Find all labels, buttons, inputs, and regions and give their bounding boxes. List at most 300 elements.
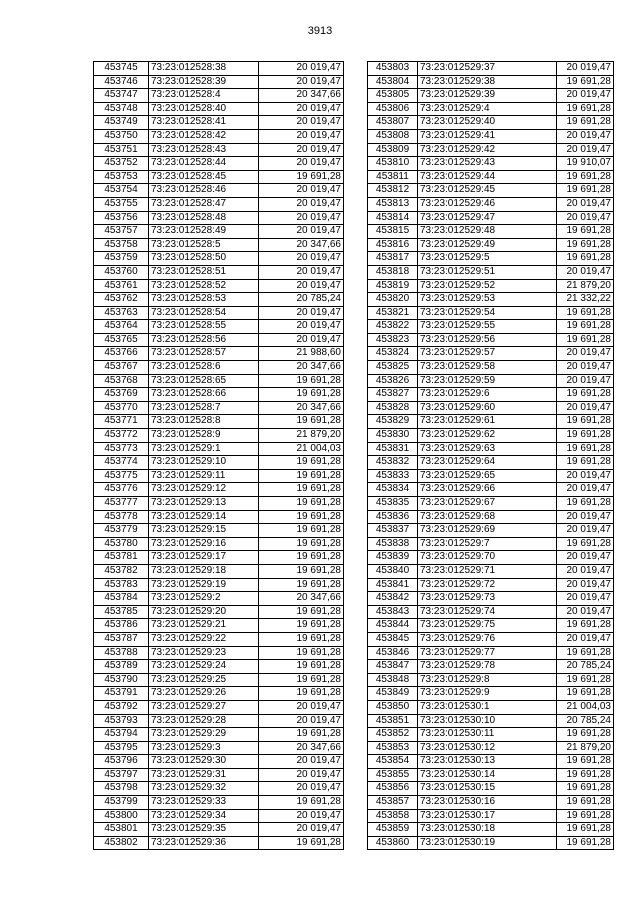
cadastral-number-cell: 73:23:012528:66 [149,388,259,402]
cadastral-number-cell: 73:23:012529:10 [149,456,259,470]
cadastral-number-cell: 73:23:012529:53 [418,293,557,307]
table-row [368,469,614,483]
table-row [94,197,344,211]
table-row [94,660,344,674]
record-id-cell: 453843 [368,605,418,619]
table-row [94,469,344,483]
record-id-cell: 453752 [94,157,149,171]
record-id-cell: 453805 [368,89,418,103]
table-row [368,524,614,538]
cadastral-number-cell: 73:23:012529:5 [418,252,557,266]
value-cell: 19 691,28 [557,687,614,701]
cadastral-number-cell: 73:23:012529:48 [418,225,557,239]
table-row [94,347,344,361]
record-id-cell: 453747 [94,89,149,103]
cadastral-number-cell: 73:23:012528:41 [149,116,259,130]
value-cell: 19 691,28 [557,836,614,850]
table-row [94,415,344,429]
record-id-cell: 453776 [94,483,149,497]
record-id-cell: 453833 [368,469,418,483]
value-cell: 20 347,66 [259,401,344,415]
table-row [368,429,614,443]
value-cell: 19 691,28 [259,537,344,551]
cadastral-number-cell: 73:23:012528:42 [149,129,259,143]
value-cell: 20 019,47 [259,279,344,293]
table-row [94,673,344,687]
value-cell: 20 019,47 [259,75,344,89]
value-cell: 19 691,28 [557,252,614,266]
value-cell: 20 019,47 [259,184,344,198]
record-id-cell: 453746 [94,75,149,89]
table-row [94,374,344,388]
table-row [368,497,614,511]
record-id-cell: 453763 [94,306,149,320]
record-id-cell: 453826 [368,374,418,388]
table-row [368,510,614,524]
value-cell: 20 019,47 [259,755,344,769]
record-id-cell: 453823 [368,333,418,347]
record-id-cell: 453842 [368,592,418,606]
record-id-cell: 453792 [94,700,149,714]
cadastral-number-cell: 73:23:012528:47 [149,197,259,211]
table-row [368,836,614,850]
cadastral-number-cell: 73:23:012529:73 [418,592,557,606]
cadastral-number-cell: 73:23:012528:7 [149,401,259,415]
table-body-right [368,62,614,850]
table-row [368,293,614,307]
value-cell: 19 691,28 [259,374,344,388]
value-cell: 20 019,47 [259,306,344,320]
table-row [368,483,614,497]
table-row [368,442,614,456]
record-id-cell: 453800 [94,809,149,823]
table-row [94,75,344,89]
table-row [368,279,614,293]
record-id-cell: 453859 [368,823,418,837]
value-cell: 20 019,47 [259,211,344,225]
cadastral-number-cell: 73:23:012529:32 [149,782,259,796]
record-id-cell: 453766 [94,347,149,361]
table-row [368,197,614,211]
value-cell: 20 019,47 [557,632,614,646]
record-id-cell: 453817 [368,252,418,266]
value-cell: 19 691,28 [557,306,614,320]
cadastral-number-cell: 73:23:012529:22 [149,632,259,646]
cadastral-number-cell: 73:23:012529:71 [418,564,557,578]
cadastral-number-cell: 73:23:012529:64 [418,456,557,470]
cadastral-number-cell: 73:23:012528:54 [149,306,259,320]
value-cell: 19 691,28 [557,442,614,456]
value-cell: 19 691,28 [259,619,344,633]
cadastral-number-cell: 73:23:012528:39 [149,75,259,89]
cadastral-number-cell: 73:23:012530:1 [418,700,557,714]
table-row [368,619,614,633]
cadastral-number-cell: 73:23:012529:54 [418,306,557,320]
value-cell: 20 019,47 [557,510,614,524]
value-cell: 19 691,28 [557,170,614,184]
table-row [94,62,344,76]
table-row [94,361,344,375]
cadastral-number-cell: 73:23:012529:36 [149,836,259,850]
value-cell: 19 691,28 [557,116,614,130]
table-row [368,796,614,810]
value-cell: 20 019,47 [557,265,614,279]
value-cell: 20 019,47 [557,524,614,538]
value-cell: 21 879,20 [557,741,614,755]
cadastral-number-cell: 73:23:012528:65 [149,374,259,388]
record-id-cell: 453768 [94,374,149,388]
record-id-cell: 453775 [94,469,149,483]
value-cell: 20 019,47 [557,401,614,415]
value-cell: 19 691,28 [557,809,614,823]
cadastral-number-cell: 73:23:012529:26 [149,687,259,701]
cadastral-number-cell: 73:23:012529:46 [418,197,557,211]
value-cell: 19 691,28 [259,170,344,184]
table-row [94,483,344,497]
table-row [368,361,614,375]
table-row [368,782,614,796]
cadastral-number-cell: 73:23:012529:3 [149,741,259,755]
value-cell: 20 347,66 [259,89,344,103]
value-cell: 20 347,66 [259,238,344,252]
value-cell: 20 347,66 [259,361,344,375]
value-cell: 19 691,28 [557,673,614,687]
value-cell: 20 019,47 [259,197,344,211]
value-cell: 20 019,47 [557,197,614,211]
cadastral-number-cell: 73:23:012530:14 [418,768,557,782]
value-cell: 19 691,28 [557,796,614,810]
value-cell: 20 019,47 [557,564,614,578]
record-id-cell: 453767 [94,361,149,375]
cadastral-number-cell: 73:23:012528:57 [149,347,259,361]
cadastral-number-cell: 73:23:012529:13 [149,497,259,511]
value-cell: 20 019,47 [557,483,614,497]
record-id-cell: 453758 [94,238,149,252]
table-row [94,279,344,293]
cadastral-number-cell: 73:23:012529:15 [149,524,259,538]
value-cell: 20 019,47 [557,62,614,76]
table-row [94,755,344,769]
value-cell: 20 019,47 [557,551,614,565]
cadastral-number-cell: 73:23:012528:5 [149,238,259,252]
value-cell: 19 691,28 [259,551,344,565]
table-row [368,102,614,116]
cadastral-number-cell: 73:23:012530:11 [418,728,557,742]
record-id-cell: 453762 [94,293,149,307]
table-row [94,238,344,252]
table-row [94,429,344,443]
value-cell: 20 019,47 [259,252,344,266]
table-row [368,728,614,742]
table-row [368,456,614,470]
cadastral-number-cell: 73:23:012530:19 [418,836,557,850]
record-id-cell: 453759 [94,252,149,266]
value-cell: 19 691,28 [557,782,614,796]
record-id-cell: 453845 [368,632,418,646]
value-cell: 19 691,28 [259,456,344,470]
table-row [94,510,344,524]
value-cell: 20 019,47 [259,320,344,334]
table-row [368,129,614,143]
record-id-cell: 453753 [94,170,149,184]
record-id-cell: 453793 [94,714,149,728]
cadastral-table-left [93,61,344,850]
record-id-cell: 453836 [368,510,418,524]
cadastral-number-cell: 73:23:012529:27 [149,700,259,714]
value-cell: 20 019,47 [259,768,344,782]
value-cell: 21 004,03 [259,442,344,456]
cadastral-number-cell: 73:23:012529:75 [418,619,557,633]
record-id-cell: 453840 [368,564,418,578]
table-row [94,632,344,646]
cadastral-number-cell: 73:23:012529:67 [418,497,557,511]
table-row [94,306,344,320]
table-row [94,619,344,633]
value-cell: 19 691,28 [557,184,614,198]
value-cell: 19 691,28 [259,673,344,687]
table-row [368,823,614,837]
cadastral-table-right [367,61,614,850]
cadastral-number-cell: 73:23:012530:10 [418,714,557,728]
record-id-cell: 453851 [368,714,418,728]
value-cell: 20 019,47 [557,89,614,103]
value-cell: 20 019,47 [557,578,614,592]
record-id-cell: 453854 [368,755,418,769]
record-id-cell: 453808 [368,129,418,143]
value-cell: 20 019,47 [259,700,344,714]
cadastral-number-cell: 73:23:012529:44 [418,170,557,184]
value-cell: 19 691,28 [259,836,344,850]
value-cell: 20 019,47 [259,333,344,347]
value-cell: 20 019,47 [259,102,344,116]
record-id-cell: 453771 [94,415,149,429]
cadastral-number-cell: 73:23:012529:24 [149,660,259,674]
table-row [368,809,614,823]
record-id-cell: 453838 [368,537,418,551]
cadastral-number-cell: 73:23:012529:52 [418,279,557,293]
cadastral-number-cell: 73:23:012528:4 [149,89,259,103]
value-cell: 19 691,28 [557,388,614,402]
record-id-cell: 453860 [368,836,418,850]
cadastral-number-cell: 73:23:012529:42 [418,143,557,157]
value-cell: 20 019,47 [557,129,614,143]
value-cell: 19 691,28 [557,456,614,470]
cadastral-number-cell: 73:23:012529:47 [418,211,557,225]
record-id-cell: 453774 [94,456,149,470]
table-row [368,265,614,279]
record-id-cell: 453828 [368,401,418,415]
table-row [368,415,614,429]
record-id-cell: 453813 [368,197,418,211]
table-row [94,836,344,850]
value-cell: 19 691,28 [557,320,614,334]
record-id-cell: 453818 [368,265,418,279]
cadastral-number-cell: 73:23:012529:8 [418,673,557,687]
record-id-cell: 453822 [368,320,418,334]
table-row [94,700,344,714]
table-row [94,333,344,347]
cadastral-number-cell: 73:23:012529:12 [149,483,259,497]
value-cell: 19 691,28 [557,238,614,252]
cadastral-number-cell: 73:23:012528:56 [149,333,259,347]
value-cell: 21 988,60 [259,347,344,361]
record-id-cell: 453756 [94,211,149,225]
value-cell: 19 691,28 [557,619,614,633]
cadastral-number-cell: 73:23:012528:8 [149,415,259,429]
cadastral-number-cell: 73:23:012529:63 [418,442,557,456]
cadastral-number-cell: 73:23:012529:51 [418,265,557,279]
record-id-cell: 453825 [368,361,418,375]
record-id-cell: 453856 [368,782,418,796]
record-id-cell: 453785 [94,605,149,619]
cadastral-number-cell: 73:23:012529:11 [149,469,259,483]
cadastral-number-cell: 73:23:012529:61 [418,415,557,429]
value-cell: 19 691,28 [557,102,614,116]
value-cell: 21 332,22 [557,293,614,307]
record-id-cell: 453812 [368,184,418,198]
table-row [368,320,614,334]
record-id-cell: 453839 [368,551,418,565]
cadastral-number-cell: 73:23:012529:37 [418,62,557,76]
record-id-cell: 453760 [94,265,149,279]
table-body-left [94,62,344,850]
table-row [94,823,344,837]
table-row [368,605,614,619]
table-row [94,388,344,402]
value-cell: 19 691,28 [557,728,614,742]
record-id-cell: 453814 [368,211,418,225]
table-row [94,293,344,307]
record-id-cell: 453745 [94,62,149,76]
table-row [94,129,344,143]
table-row [368,89,614,103]
record-id-cell: 453806 [368,102,418,116]
table-row [368,687,614,701]
record-id-cell: 453824 [368,347,418,361]
record-id-cell: 453751 [94,143,149,157]
cadastral-number-cell: 73:23:012529:38 [418,75,557,89]
table-row [94,768,344,782]
value-cell: 19 691,28 [259,660,344,674]
table-row [94,551,344,565]
value-cell: 20 019,47 [557,143,614,157]
table-row [368,238,614,252]
record-id-cell: 453816 [368,238,418,252]
record-id-cell: 453794 [94,728,149,742]
value-cell: 19 910,07 [557,157,614,171]
table-row [94,796,344,810]
cadastral-number-cell: 73:23:012529:39 [418,89,557,103]
table-row [368,660,614,674]
cadastral-number-cell: 73:23:012529:18 [149,564,259,578]
value-cell: 20 019,47 [259,157,344,171]
cadastral-number-cell: 73:23:012529:17 [149,551,259,565]
record-id-cell: 453849 [368,687,418,701]
value-cell: 20 019,47 [259,129,344,143]
cadastral-number-cell: 73:23:012528:46 [149,184,259,198]
record-id-cell: 453789 [94,660,149,674]
cadastral-number-cell: 73:23:012529:14 [149,510,259,524]
record-id-cell: 453750 [94,129,149,143]
value-cell: 20 019,47 [557,592,614,606]
cadastral-number-cell: 73:23:012529:74 [418,605,557,619]
table-row [94,401,344,415]
table-row [368,333,614,347]
table-row [94,225,344,239]
cadastral-number-cell: 73:23:012529:23 [149,646,259,660]
record-id-cell: 453769 [94,388,149,402]
cadastral-number-cell: 73:23:012529:30 [149,755,259,769]
cadastral-number-cell: 73:23:012529:58 [418,361,557,375]
record-id-cell: 453821 [368,306,418,320]
record-id-cell: 453807 [368,116,418,130]
value-cell: 19 691,28 [259,497,344,511]
table-row [368,714,614,728]
value-cell: 20 019,47 [557,469,614,483]
cadastral-number-cell: 73:23:012529:19 [149,578,259,592]
table-row [94,252,344,266]
value-cell: 20 019,47 [259,782,344,796]
record-id-cell: 453773 [94,442,149,456]
table-row [368,170,614,184]
value-cell: 20 019,47 [557,605,614,619]
cadastral-number-cell: 73:23:012529:45 [418,184,557,198]
table-row [368,537,614,551]
value-cell: 19 691,28 [259,510,344,524]
record-id-cell: 453829 [368,415,418,429]
record-id-cell: 453772 [94,429,149,443]
record-id-cell: 453788 [94,646,149,660]
cadastral-number-cell: 73:23:012529:33 [149,796,259,810]
value-cell: 19 691,28 [557,225,614,239]
table-row [94,578,344,592]
record-id-cell: 453765 [94,333,149,347]
table-row [94,102,344,116]
table-row [368,401,614,415]
value-cell: 20 019,47 [259,809,344,823]
record-id-cell: 453847 [368,660,418,674]
table-row [368,374,614,388]
record-id-cell: 453802 [94,836,149,850]
record-id-cell: 453804 [368,75,418,89]
table-row [94,320,344,334]
record-id-cell: 453748 [94,102,149,116]
cadastral-number-cell: 73:23:012529:20 [149,605,259,619]
value-cell: 20 785,24 [259,293,344,307]
table-row [368,592,614,606]
table-row [368,62,614,76]
value-cell: 19 691,28 [557,415,614,429]
value-cell: 19 691,28 [259,415,344,429]
value-cell: 20 019,47 [557,361,614,375]
record-id-cell: 453844 [368,619,418,633]
record-id-cell: 453820 [368,293,418,307]
cadastral-number-cell: 73:23:012529:49 [418,238,557,252]
cadastral-number-cell: 73:23:012528:49 [149,225,259,239]
value-cell: 19 691,28 [557,768,614,782]
cadastral-number-cell: 73:23:012528:44 [149,157,259,171]
record-id-cell: 453830 [368,429,418,443]
record-id-cell: 453809 [368,143,418,157]
cadastral-number-cell: 73:23:012528:9 [149,429,259,443]
value-cell: 19 691,28 [259,687,344,701]
record-id-cell: 453837 [368,524,418,538]
value-cell: 20 019,47 [259,116,344,130]
record-id-cell: 453757 [94,225,149,239]
value-cell: 19 691,28 [557,497,614,511]
table-row [368,184,614,198]
table-row [368,768,614,782]
